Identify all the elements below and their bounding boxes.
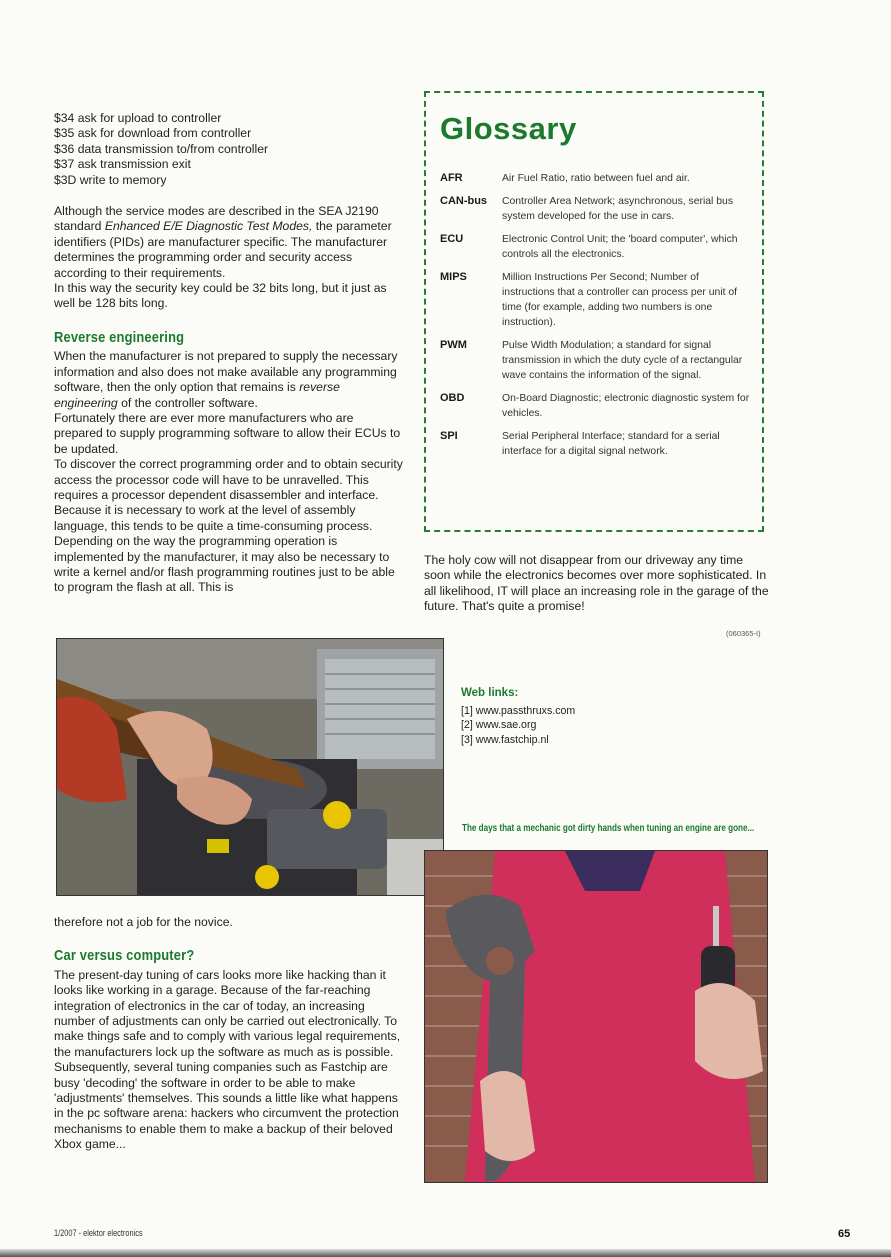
glossary-entry [440, 270, 752, 330]
page-number: 65 [838, 1228, 851, 1240]
glossary-term: AFR [440, 172, 463, 184]
intro-text-cont: the parameter identifiers (PIDs) are manufacturer specific. The manufacturer determines the programming order and security access according to their requirements. [54, 219, 392, 280]
car-versus-computer-paragraph: The present-day tuning of cars looks more like hacking than it looks like working in a garage. Because of the far-reaching integration of electronics in the car of today, an increasing number of adjustments can only be carried out electronically. To make things safe and to comply with various legal requirements, the manufacturers lock up the software as much as is possible. Subsequently, several tuning companies such as Fastchip are busy 'decoding' the software in order to be able to make 'adjustments' themselves. This sounds a little like what happens in the pc software arena: hackers who circumvent the protection mechanisms to enable them to make a backup of their beloved Xbox game... [54, 967, 401, 1152]
web-link[interactable]: [1] www.passthruxs.com [461, 704, 576, 717]
left-column [54, 111, 404, 596]
glossary-term: ECU [440, 233, 464, 245]
reference-code: (060365-I) [726, 629, 761, 638]
intro-paragraph [54, 204, 404, 281]
code-item: $37 ask transmission exit [54, 157, 191, 172]
reverse-engineering-heading: Reverse engineering [54, 328, 185, 346]
service-code-list [54, 111, 404, 188]
glossary-term: SPI [440, 430, 458, 442]
glossary-definition: Electronic Control Unit; the 'board computer', which controls all the electronics. [502, 234, 738, 260]
reverse-continuation: therefore not a job for the novice. [54, 915, 233, 929]
closing-paragraph: The holy cow will not disappear from our driveway any time soon while the electronics becomes over more sophisticated. In all likelihood, IT will place an increasing role in the garage of the future. That's quite a promise! [424, 553, 769, 614]
reverse-emphasis: reverse engineering [54, 380, 340, 410]
glossary-definition: Serial Peripheral Interface; standard for a serial interface for a digital signal network. [502, 431, 720, 457]
code-item: $35 ask for download from controller [54, 126, 252, 141]
code-item: $3D write to memory [54, 172, 167, 187]
glossary-entry [440, 171, 752, 186]
web-links-title: Web links: [461, 687, 519, 699]
photo-caption: The days that a mechanic got dirty hands when tuning an engine are gone... [462, 823, 755, 834]
glossary-entry [440, 391, 752, 421]
glossary-term: CAN-bus [440, 195, 488, 207]
lower-left-column [54, 915, 404, 1153]
reverse-paragraph-2: Fortunately there are ever more manufacturers who are prepared to supply programming software to allow their ECUs to be updated. [54, 410, 401, 456]
intro-text: Although the service modes are described in the SEA J2190 standard [54, 204, 379, 234]
mechanic-illustration [425, 851, 767, 1182]
code-item: $36 data transmission to/from controller [54, 141, 269, 156]
glossary-title: Glossary [440, 111, 577, 146]
web-link[interactable]: [3] www.fastchip.nl [461, 733, 549, 746]
glossary-entry [440, 194, 752, 224]
reverse-paragraph-3: To discover the correct programming order and to obtain security access the processor code will have to be unravelled. This requires a processor dependent disassembler and interface. Because it is necessary to work at the level of assembly language, this tends to be quite a time-consuming process. Depending on the way the programming operation is implemented by the manufacturer, it may also be necessary to write a kernel and/or flash programming routines just to be able to program the flash at all. This is [54, 457, 403, 595]
web-links [461, 686, 575, 747]
glossary-term: OBD [440, 392, 465, 404]
standard-title: Enhanced E/E Diagnostic Test Modes, [104, 219, 313, 234]
web-link[interactable]: [2] www.sae.org [461, 719, 537, 731]
scan-edge [0, 1249, 891, 1257]
reverse-text-cont: of the controller software. [117, 395, 258, 410]
glossary-definition: Air Fuel Ratio, ratio between fuel and air. [502, 173, 690, 184]
glossary-term: PWM [440, 339, 467, 351]
glossary-term: MIPS [440, 271, 467, 283]
glossary-entry [440, 232, 752, 262]
reverse-paragraph-1 [54, 349, 404, 411]
car-versus-computer-heading: Car versus computer? [54, 947, 195, 965]
glossary-entry [440, 429, 752, 459]
engine-illustration [57, 639, 443, 895]
glossary-entry [440, 338, 752, 383]
reverse-text: When the manufacturer is not prepared to supply the necessary information and also does not make available any programming software, then the only option that remains is [54, 349, 398, 395]
glossary-definition: On-Board Diagnostic; electronic diagnostic system for vehicles. [502, 393, 750, 419]
glossary-table [440, 171, 752, 467]
glossary-definition: Pulse Width Modulation; a standard for signal transmission in which the duty cycle of a rectangular wave contains the information of the signal. [502, 340, 743, 381]
engine-photo [56, 638, 444, 896]
code-item: $34 ask for upload to controller [54, 111, 222, 125]
glossary-definition: Controller Area Network; asynchronous, serial bus system developed for the use in cars. [502, 196, 734, 222]
mechanic-photo [424, 850, 768, 1183]
issue-footer: 1/2007 - elektor electronics [54, 1228, 143, 1238]
glossary-definition: Million Instructions Per Second; Number of instructions that a controller can process per unit of time (for example, adding two numbers is one instruction). [502, 272, 738, 328]
intro-paragraph-2: In this way the security key could be 32 bits long, but it just as well be 128 bits long. [54, 281, 387, 311]
glossary-box [424, 91, 764, 532]
